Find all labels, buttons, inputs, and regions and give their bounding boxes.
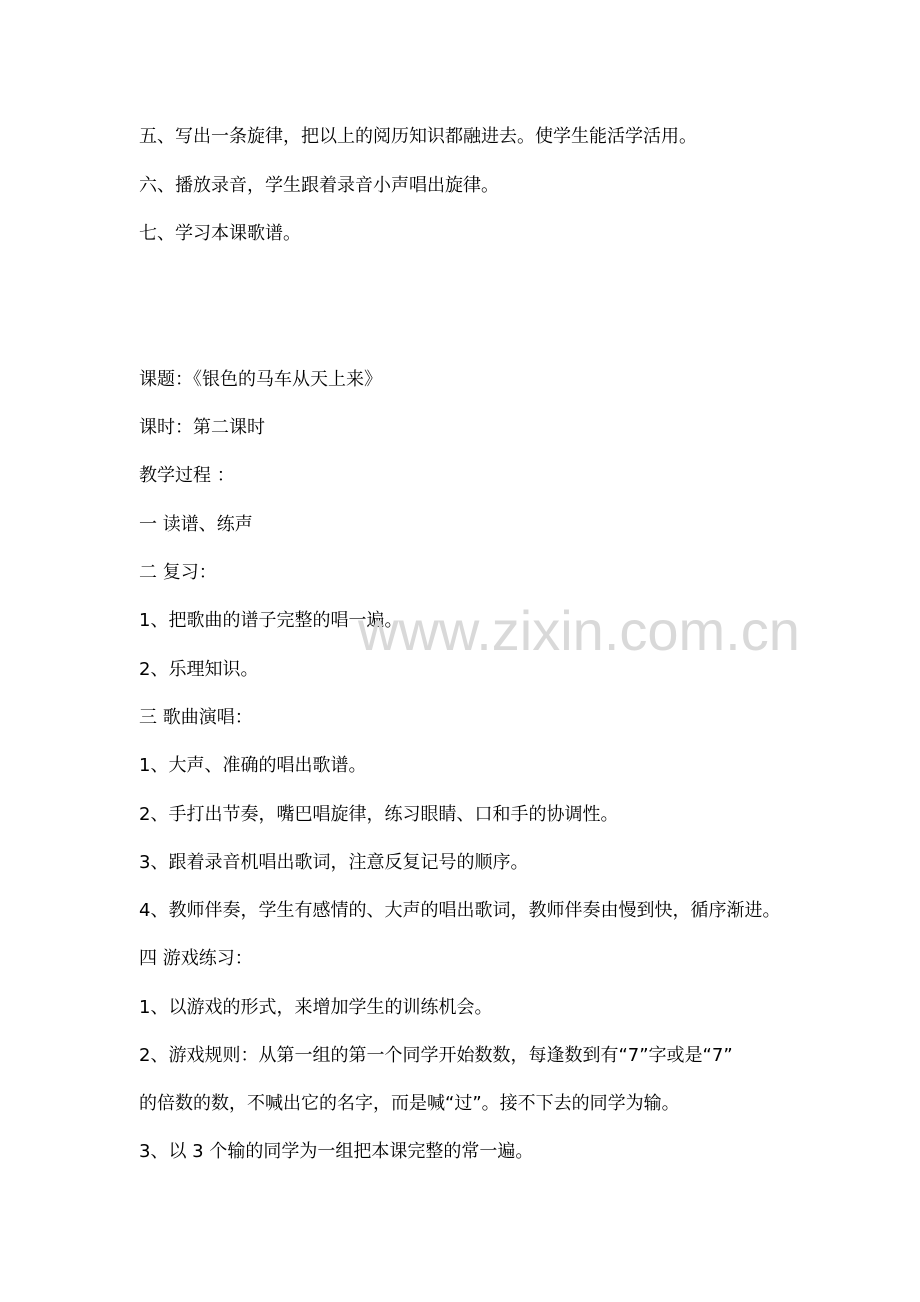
section-two-heading: 二 复习：: [139, 562, 217, 583]
section-three-heading: 三 歌曲演唱：: [139, 707, 253, 728]
list-item-continuation: 的倍数的数，不喊出它的名字，而是喊“过”。接不下去的同学为输。: [139, 1093, 680, 1114]
lesson-title: 课题：《银色的马车从天上来》: [139, 369, 382, 390]
step-six-text: 六、播放录音，学生跟着录音小声唱出旋律。: [139, 175, 499, 196]
list-item: 4、教师伴奏，学生有感情的、大声的唱出歌词，教师伴奏由慢到快，循序渐进。: [139, 900, 781, 921]
teaching-process-heading: 教学过程 ：: [139, 465, 235, 486]
list-item: 3、跟着录音机唱出歌词，注意反复记号的顺序。: [139, 852, 529, 873]
list-item: 2、乐理知识。: [139, 659, 259, 680]
list-item: 1、把歌曲的谱子完整的唱一遍。: [139, 610, 403, 631]
step-seven-text: 七、学习本课歌谱。: [139, 223, 301, 244]
list-item: 2、游戏规则：从第一组的第一个同学开始数数，每逢数到有“7”字或是“7”: [139, 1045, 733, 1066]
lesson-period: 课时：第二课时: [139, 417, 265, 438]
section-four-heading: 四 游戏练习：: [139, 948, 253, 969]
watermark: www.zixin.com.cn: [358, 599, 800, 662]
list-item: 1、以游戏的形式，来增加学生的训练机会。: [139, 997, 493, 1018]
list-item: 3、以 3 个输的同学为一组把本课完整的常一遍。: [139, 1141, 534, 1162]
section-one-heading: 一 读谱、练声: [139, 514, 253, 535]
list-item: 1、大声、准确的唱出歌谱。: [139, 755, 367, 776]
step-five-text: 五、写出一条旋律，把以上的阅历知识都融进去。使学生能活学活用。: [139, 126, 697, 147]
list-item: 2、手打出节奏，嘴巴唱旋律，练习眼睛、口和手的协调性。: [139, 804, 619, 825]
